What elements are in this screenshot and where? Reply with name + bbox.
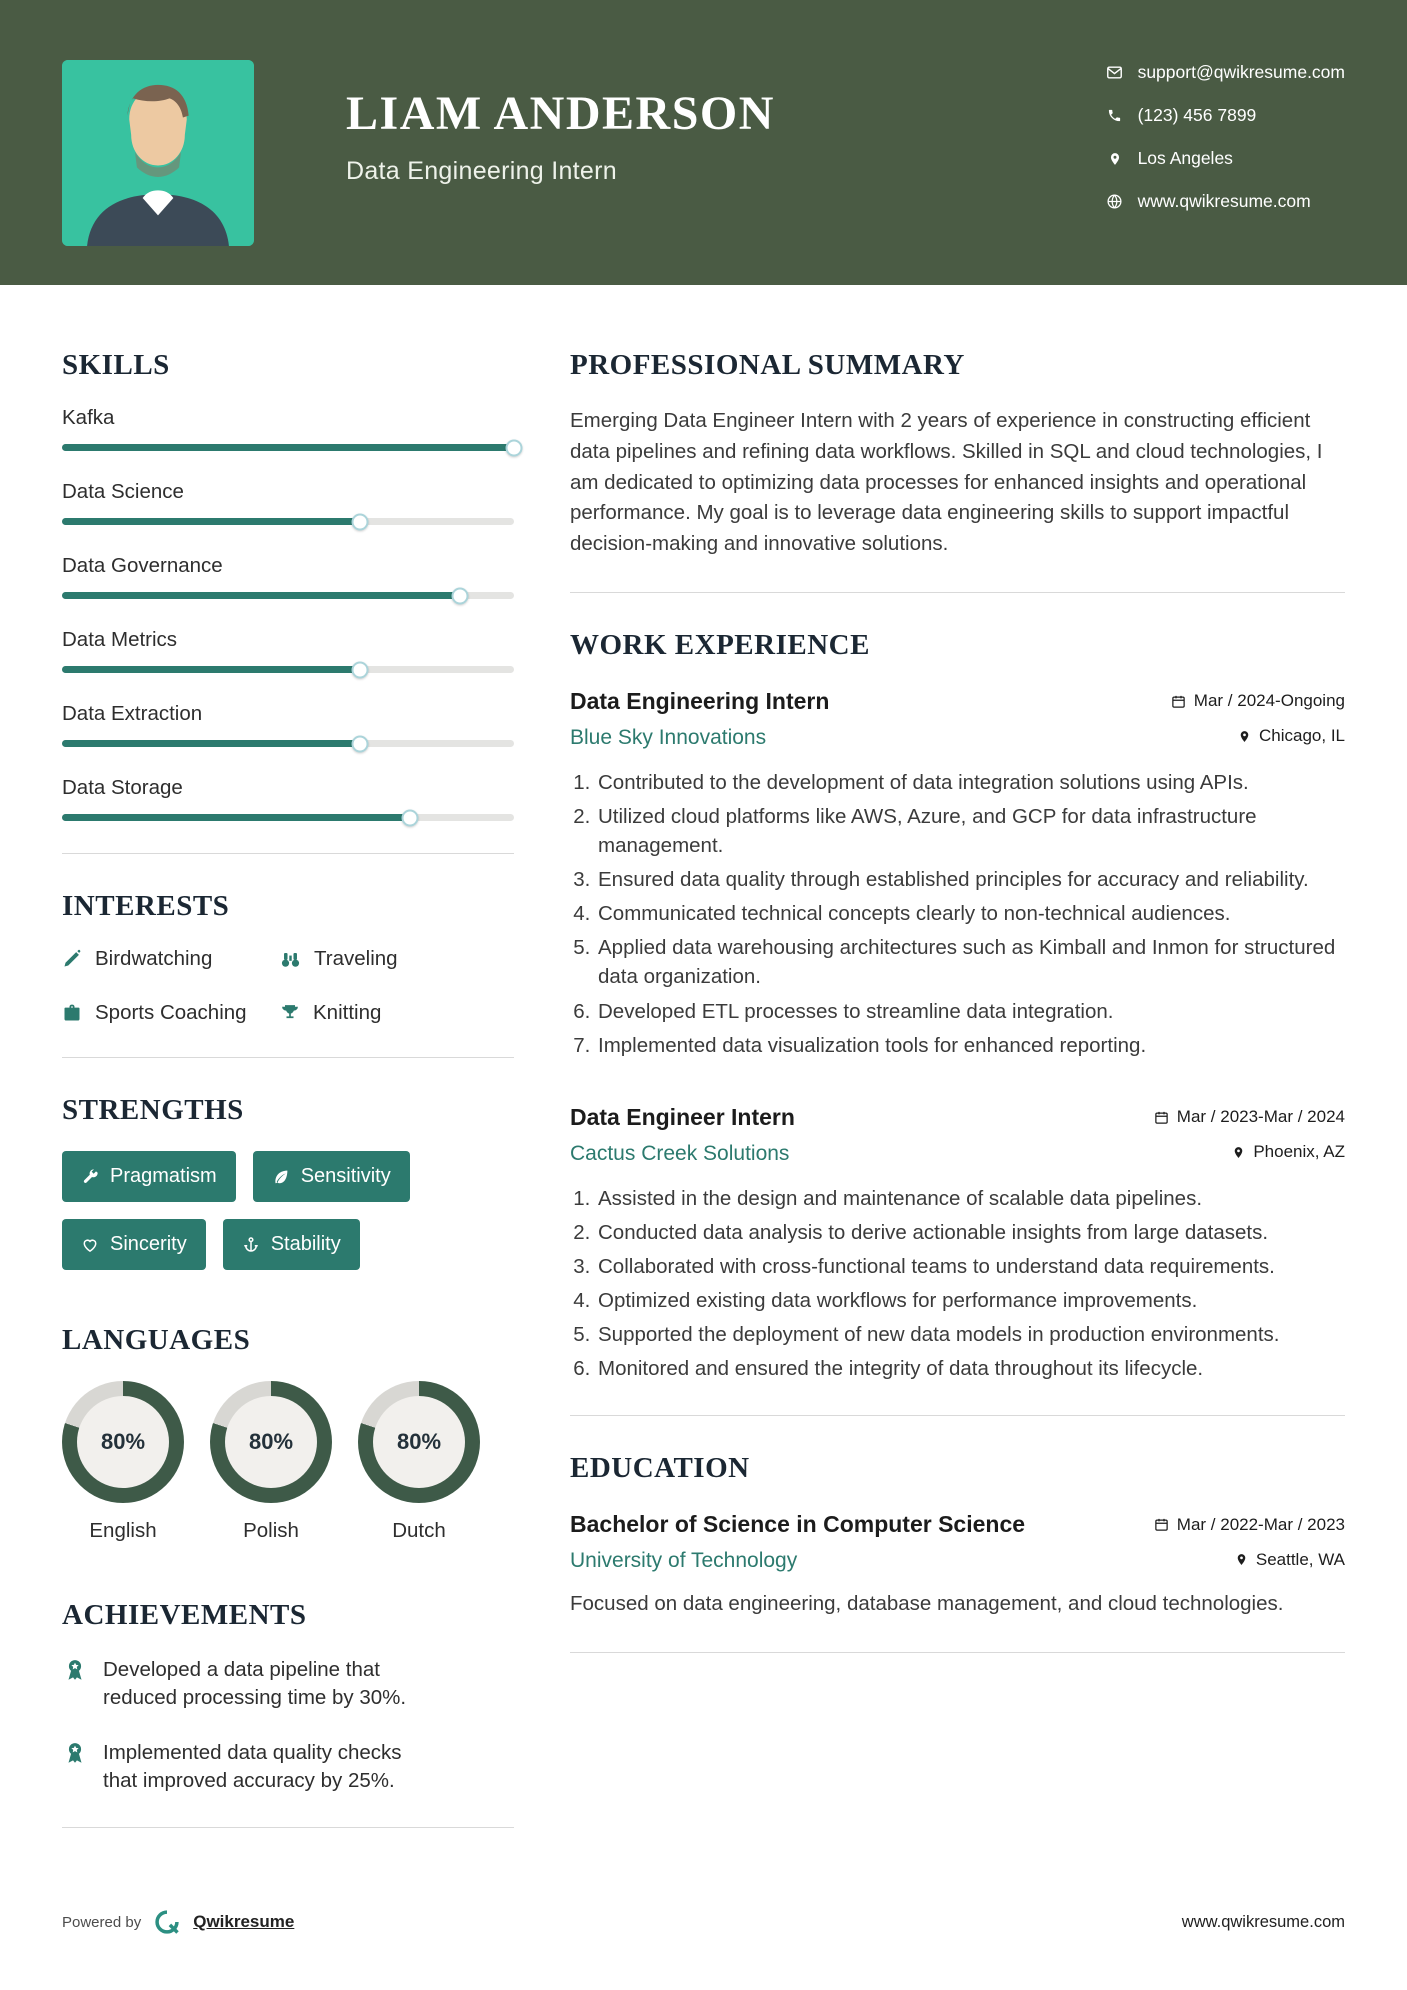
strength-chip [62,1219,206,1270]
strength-chip [62,1151,236,1202]
language-percent: 80% [100,1429,146,1454]
globe-icon [1105,193,1125,210]
pen-icon [62,949,82,969]
qwikresume-brand-link[interactable]: Qwikresume [193,1912,295,1931]
skill-knob [451,587,468,604]
profile-photo [62,60,254,246]
skill-knob [352,513,369,530]
award-icon [62,1740,88,1796]
wrench-icon [81,1168,99,1186]
achievement-text: Developed a data pipeline that reduced processing time by 30%. [103,1658,407,1710]
experience-bullet: 5. Supported the deployment of new data models in production environments. [596,1320,1345,1349]
languages-heading: LANGUAGES [62,1324,251,1356]
experience-bullet: 2. Utilized cloud platforms like AWS, Azure, and GCP for data infrastructure management. [596,802,1345,860]
interests-section [62,890,514,1025]
language-item [62,1381,184,1543]
calendar-icon [1154,1517,1169,1532]
skills-heading: SKILLS [62,349,170,381]
summary-text: Emerging Data Engineer Intern with 2 years of experience in constructing efficient data pipelines and refining data workflows. Skilled in SQL and cloud technologies, I am dedicated to optimizing data processes for enhanced insights and operational performance. My goal is to leverage data engineering skills to support impactful decision-making and innovative solutions. [570,409,1323,555]
skill-knob [506,439,523,456]
languages-section [62,1324,514,1543]
languages-list [62,1381,514,1543]
interest-label: Traveling [314,947,398,970]
skill-label: Data Storage [62,776,183,799]
experience-bullet: 3. Ensured data quality through established principles for accuracy and reliability. [596,865,1345,894]
skill-fill [62,740,360,747]
divider [570,1652,1345,1653]
strength-label: Sincerity [110,1233,187,1255]
education-header [570,1511,1345,1538]
education-location [1235,1550,1345,1570]
interests-heading: INTERESTS [62,890,230,922]
header [0,0,1407,285]
experience-bullet: 1. Contributed to the development of data integration solutions using APIs. [596,768,1345,797]
strengths-chips [62,1151,514,1270]
skill-bar [62,740,514,747]
skill-knob [402,809,419,826]
experience-bullet: 6. Monitored and ensured the integrity of data throughout its lifecycle. [596,1354,1345,1383]
job-header [570,688,1345,715]
briefcase-icon [62,1003,82,1023]
skill-item [62,406,514,451]
experience-bullet: 4. Communicated technical concepts clearly to non-technical audiences. [596,899,1345,928]
skill-bar [62,444,514,451]
education-location-text: Seattle, WA [1255,1549,1345,1569]
pin-icon [1235,1552,1248,1567]
strength-label: Sensitivity [300,1165,391,1187]
education-dates [1154,1515,1345,1535]
achievement-item [62,1656,514,1713]
achievement-text: Implemented data quality checks that improved accuracy by 25%. [103,1740,402,1792]
experience-bullet: 3. Collaborated with cross-functional teams to understand data requirements. [596,1252,1345,1281]
language-item [358,1381,480,1543]
person-avatar-illustration [62,60,254,246]
job-dates-text: Mar / 2023-Mar / 2024 [1176,1107,1345,1127]
contact-phone[interactable] [1105,105,1345,126]
heart-icon [81,1236,99,1254]
job-bullet-list [570,768,1345,1060]
school-name: University of Technology [570,1549,798,1573]
divider [62,1057,514,1058]
left-column [62,349,514,1864]
skill-item [62,702,514,747]
job-location [1232,1142,1345,1162]
experience-entry [570,1104,1345,1384]
language-donut-chart [62,1381,184,1503]
contact-website[interactable] [1105,191,1345,212]
strength-chip [223,1219,360,1270]
achievements-section [62,1599,514,1795]
skill-fill [62,814,410,821]
interest-label: Birdwatching [95,947,213,970]
calendar-icon [1154,1110,1169,1125]
company-name: Cactus Creek Solutions [570,1141,790,1165]
divider [62,853,514,854]
education-section [570,1452,1345,1620]
skills-section [62,349,514,821]
language-percent: 80% [248,1429,294,1454]
experience-entry [570,688,1345,1060]
job-dates [1154,1107,1345,1127]
language-donut-chart [210,1381,332,1503]
contact-list [1105,62,1345,234]
language-label: Polish [243,1519,299,1542]
contact-location [1105,148,1345,169]
skill-fill [62,666,360,673]
footer [62,1908,1345,1936]
qwikresume-logo-icon [153,1908,181,1936]
skill-item [62,554,514,599]
strength-chip [253,1151,410,1202]
skill-item [62,776,514,821]
job-dates [1171,691,1345,711]
interest-item [280,1001,514,1025]
phone-icon [1105,108,1125,123]
experience-bullet: 4. Optimized existing data workflows for performance improvements. [596,1286,1345,1315]
summary-section [570,349,1345,560]
job-subheader [570,1142,1345,1166]
person-name: LIAM ANDERSON [346,87,775,140]
job-subheader [570,726,1345,750]
job-location-text: Chicago, IL [1259,726,1345,746]
job-location-text: Phoenix, AZ [1253,1142,1345,1162]
degree-title: Bachelor of Science in Computer Science [570,1511,1026,1538]
job-bullet-list [570,1184,1345,1384]
skill-knob [352,735,369,752]
leaf-icon [272,1168,290,1186]
powered-by-label: Powered by [62,1913,142,1931]
footer-website-link[interactable]: www.qwikresume.com [1181,1912,1345,1931]
skill-bar [62,592,514,599]
summary-heading: PROFESSIONAL SUMMARY [570,349,965,381]
experience-heading: WORK EXPERIENCE [570,628,870,661]
divider [570,592,1345,593]
achievement-item [62,1739,514,1796]
pin-icon [1232,1145,1245,1160]
contact-email-text: support@qwikresume.com [1137,62,1345,82]
pin-icon [1238,729,1251,744]
skill-fill [62,444,514,451]
resume-body [0,285,1407,1864]
education-subheader [570,1549,1345,1573]
job-location [1238,726,1345,746]
experience-bullet: 6. Developed ETL processes to streamline data integration. [596,997,1345,1026]
skill-label: Data Science [62,480,184,503]
education-entry [570,1511,1345,1620]
person-title: Data Engineering Intern [346,157,617,185]
job-dates-text: Mar / 2024-Ongoing [1193,691,1345,711]
strength-label: Stability [270,1233,341,1255]
skill-item [62,480,514,525]
skill-fill [62,592,460,599]
skill-label: Data Metrics [62,628,178,651]
language-label: English [89,1519,157,1542]
strength-label: Pragmatism [110,1165,217,1187]
skill-bar [62,814,514,821]
skill-bar [62,666,514,673]
experience-section [570,629,1345,1384]
interest-item [62,1001,280,1025]
education-dates-text: Mar / 2022-Mar / 2023 [1176,1514,1345,1534]
trophy-icon [280,1003,300,1023]
interest-item [280,947,514,971]
experience-bullet: 5. Applied data warehousing architectures such as Kimball and Inmon for structured data organization. [596,933,1345,991]
skill-label: Kafka [62,406,115,429]
divider [570,1415,1345,1416]
language-label: Dutch [392,1519,446,1542]
contact-location-text: Los Angeles [1137,148,1233,168]
calendar-icon [1171,694,1186,709]
identity-block [346,86,775,186]
contact-phone-text: (123) 456 7899 [1137,105,1257,125]
award-icon [62,1657,88,1713]
contact-website-text: www.qwikresume.com [1137,191,1311,211]
company-name: Blue Sky Innovations [570,725,767,749]
divider [62,1827,514,1828]
skill-label: Data Governance [62,554,223,577]
achievements-heading: ACHIEVEMENTS [62,1599,307,1631]
interest-item [62,947,280,971]
interest-label: Sports Coaching [95,1001,247,1024]
job-title: Data Engineering Intern [570,687,830,714]
interest-label: Knitting [313,1001,382,1024]
strengths-heading: STRENGTHS [62,1094,244,1126]
experience-bullet: 2. Conducted data analysis to derive actionable insights from large datasets. [596,1218,1345,1247]
experience-bullet: 7. Implemented data visualization tools for enhanced reporting. [596,1031,1345,1060]
strengths-section [62,1094,514,1270]
interests-grid [62,947,514,1025]
skill-knob [352,661,369,678]
binoculars-icon [280,949,301,970]
job-header [570,1104,1345,1131]
skill-fill [62,518,360,525]
skill-item [62,628,514,673]
education-description: Focused on data engineering, database management, and cloud technologies. [570,1592,1284,1616]
education-heading: EDUCATION [570,1452,750,1485]
language-percent: 80% [396,1429,442,1454]
language-item [210,1381,332,1543]
skill-label: Data Extraction [62,702,203,725]
email-icon [1105,64,1125,81]
anchor-icon [242,1236,260,1254]
location-icon [1105,151,1125,167]
experience-bullet: 1. Assisted in the design and maintenance of scalable data pipelines. [596,1184,1345,1213]
language-donut-chart [358,1381,480,1503]
skill-bar [62,518,514,525]
job-title: Data Engineer Intern [570,1103,795,1130]
right-column [570,349,1345,1864]
contact-email[interactable] [1105,62,1345,83]
